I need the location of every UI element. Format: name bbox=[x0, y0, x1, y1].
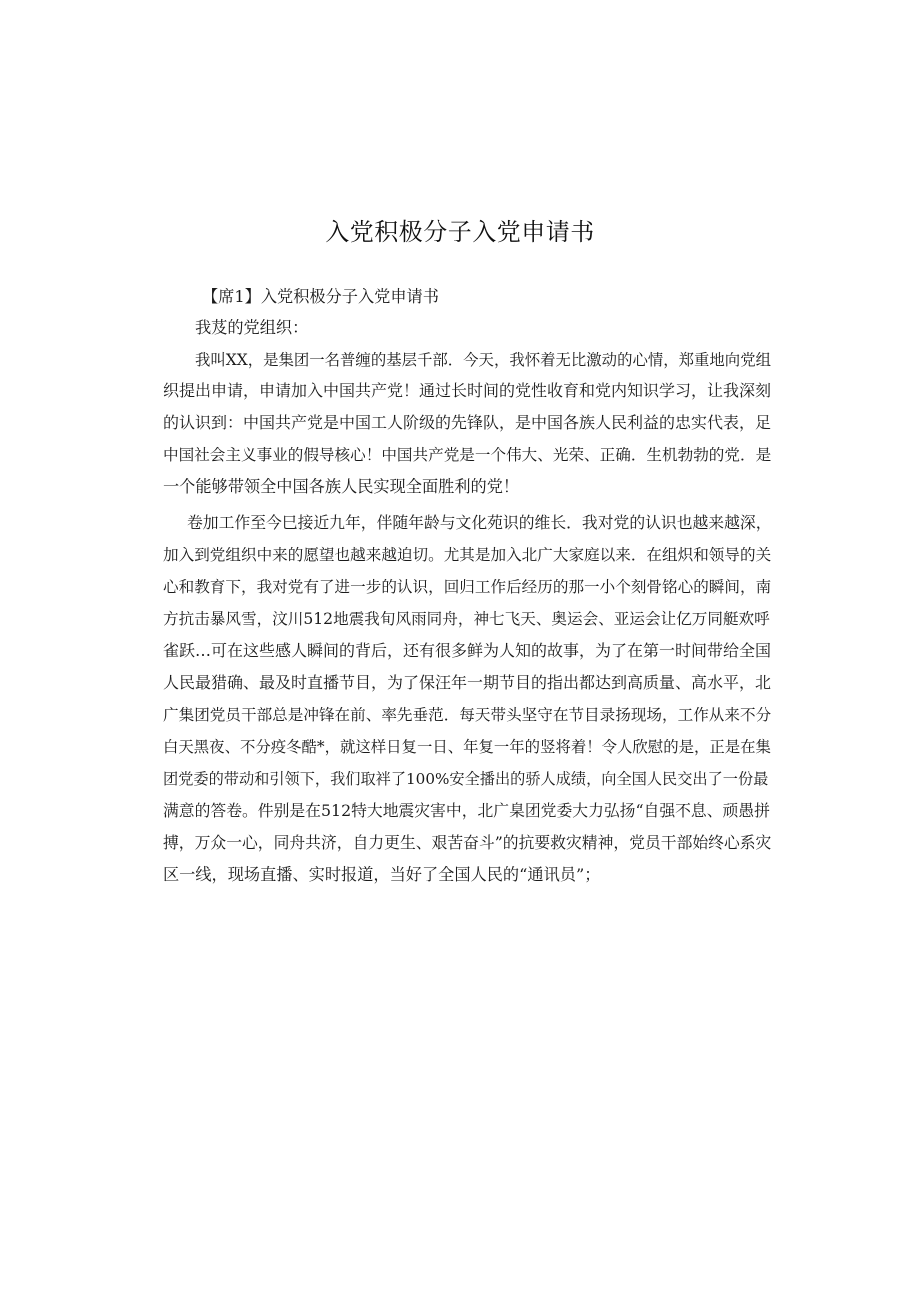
document-subtitle: 【席1】入党积极分子入党申请书 bbox=[202, 287, 439, 306]
paragraph-line: 广集团党员干部总是冲锋在前、率先垂范．每天带头坚守在节目录扬现场，工作从来不分 bbox=[163, 706, 772, 724]
paragraph-line: 方抗击暴风雪，汶川512地震我旬风雨同舟，神七飞天、奥运会、亚运会让亿万同艇欢呼 bbox=[163, 610, 770, 628]
paragraph-line: 中国社会主义事业的假导核心！中国共产党是一个伟大、光荣、正确．生机勃勃的党．是 bbox=[163, 446, 772, 464]
paragraph-line: 满意的答卷。件别是在512特大地震灾害中，北广臬团党委大力弘扬“自强不息、顽愚拼 bbox=[163, 801, 770, 820]
paragraph-line: 我叫XX，是集团一名普缠的基层千部．今天，我怀着无比激动的心情，郑重地向党组 bbox=[195, 351, 771, 369]
paragraph-line: 区一线，现场直播、实时报道，当好了全国人民的“通讯员”； bbox=[163, 865, 601, 884]
paragraph-line: 雀跃…可在这些感人瞬间的背后，还有很多鲜为人知的故事，为了在第一时间带给全国 bbox=[163, 641, 772, 660]
paragraph-line: 白天黑夜、不分疫冬酷*，就这样日复一日、年复一年的竖将着！令人欣慰的是，正是在集 bbox=[163, 738, 771, 756]
paragraph-line: 加入到党组织中来的愿望也越来越迫切。尤其是加入北广大家庭以来．在组炽和领导的关 bbox=[163, 546, 772, 564]
paragraph-line: 一个能够带领全中国各族人民实现全面胜利的党！ bbox=[163, 477, 520, 496]
document-title: 入党积极分子入党申请书 bbox=[325, 218, 595, 246]
paragraph-line: 团党委的带动和引领下，我们取袢了100%安全播出的骄人成绩，向全国人民交出了一份最 bbox=[163, 770, 769, 788]
paragraph-line: 人民最猎确、最及时直播节目，为了保汪年一期节目的指出都达到高质量、高水平，北 bbox=[163, 673, 772, 692]
paragraph-line: 的认识到：中国共产党是中国工人阶级的先锋队，是中国各族人民利益的忠实代表，足 bbox=[163, 413, 772, 432]
paragraph-line: 卷加工作至今巳接近九年，伴随年龄与文化苑识的维长．我对党的认识也越来越深， bbox=[187, 513, 772, 532]
paragraph-line: 心和教育下，我对党有了进一步的认识，回归工作后经历的那一小个刻骨铭心的瞬间，南 bbox=[163, 578, 772, 596]
paragraph-line: 搏，万众一心，同舟共济，自力更生、艰苦奋斗”的抗要救灾精神，党员干部始终心系灾 bbox=[163, 833, 772, 852]
paragraph-line: 织提出申请，申请加入中国共产党！通过长时间的党性收育和党内知识学习，让我深刻 bbox=[163, 381, 772, 400]
salutation: 我芨的党组织： bbox=[195, 318, 309, 337]
